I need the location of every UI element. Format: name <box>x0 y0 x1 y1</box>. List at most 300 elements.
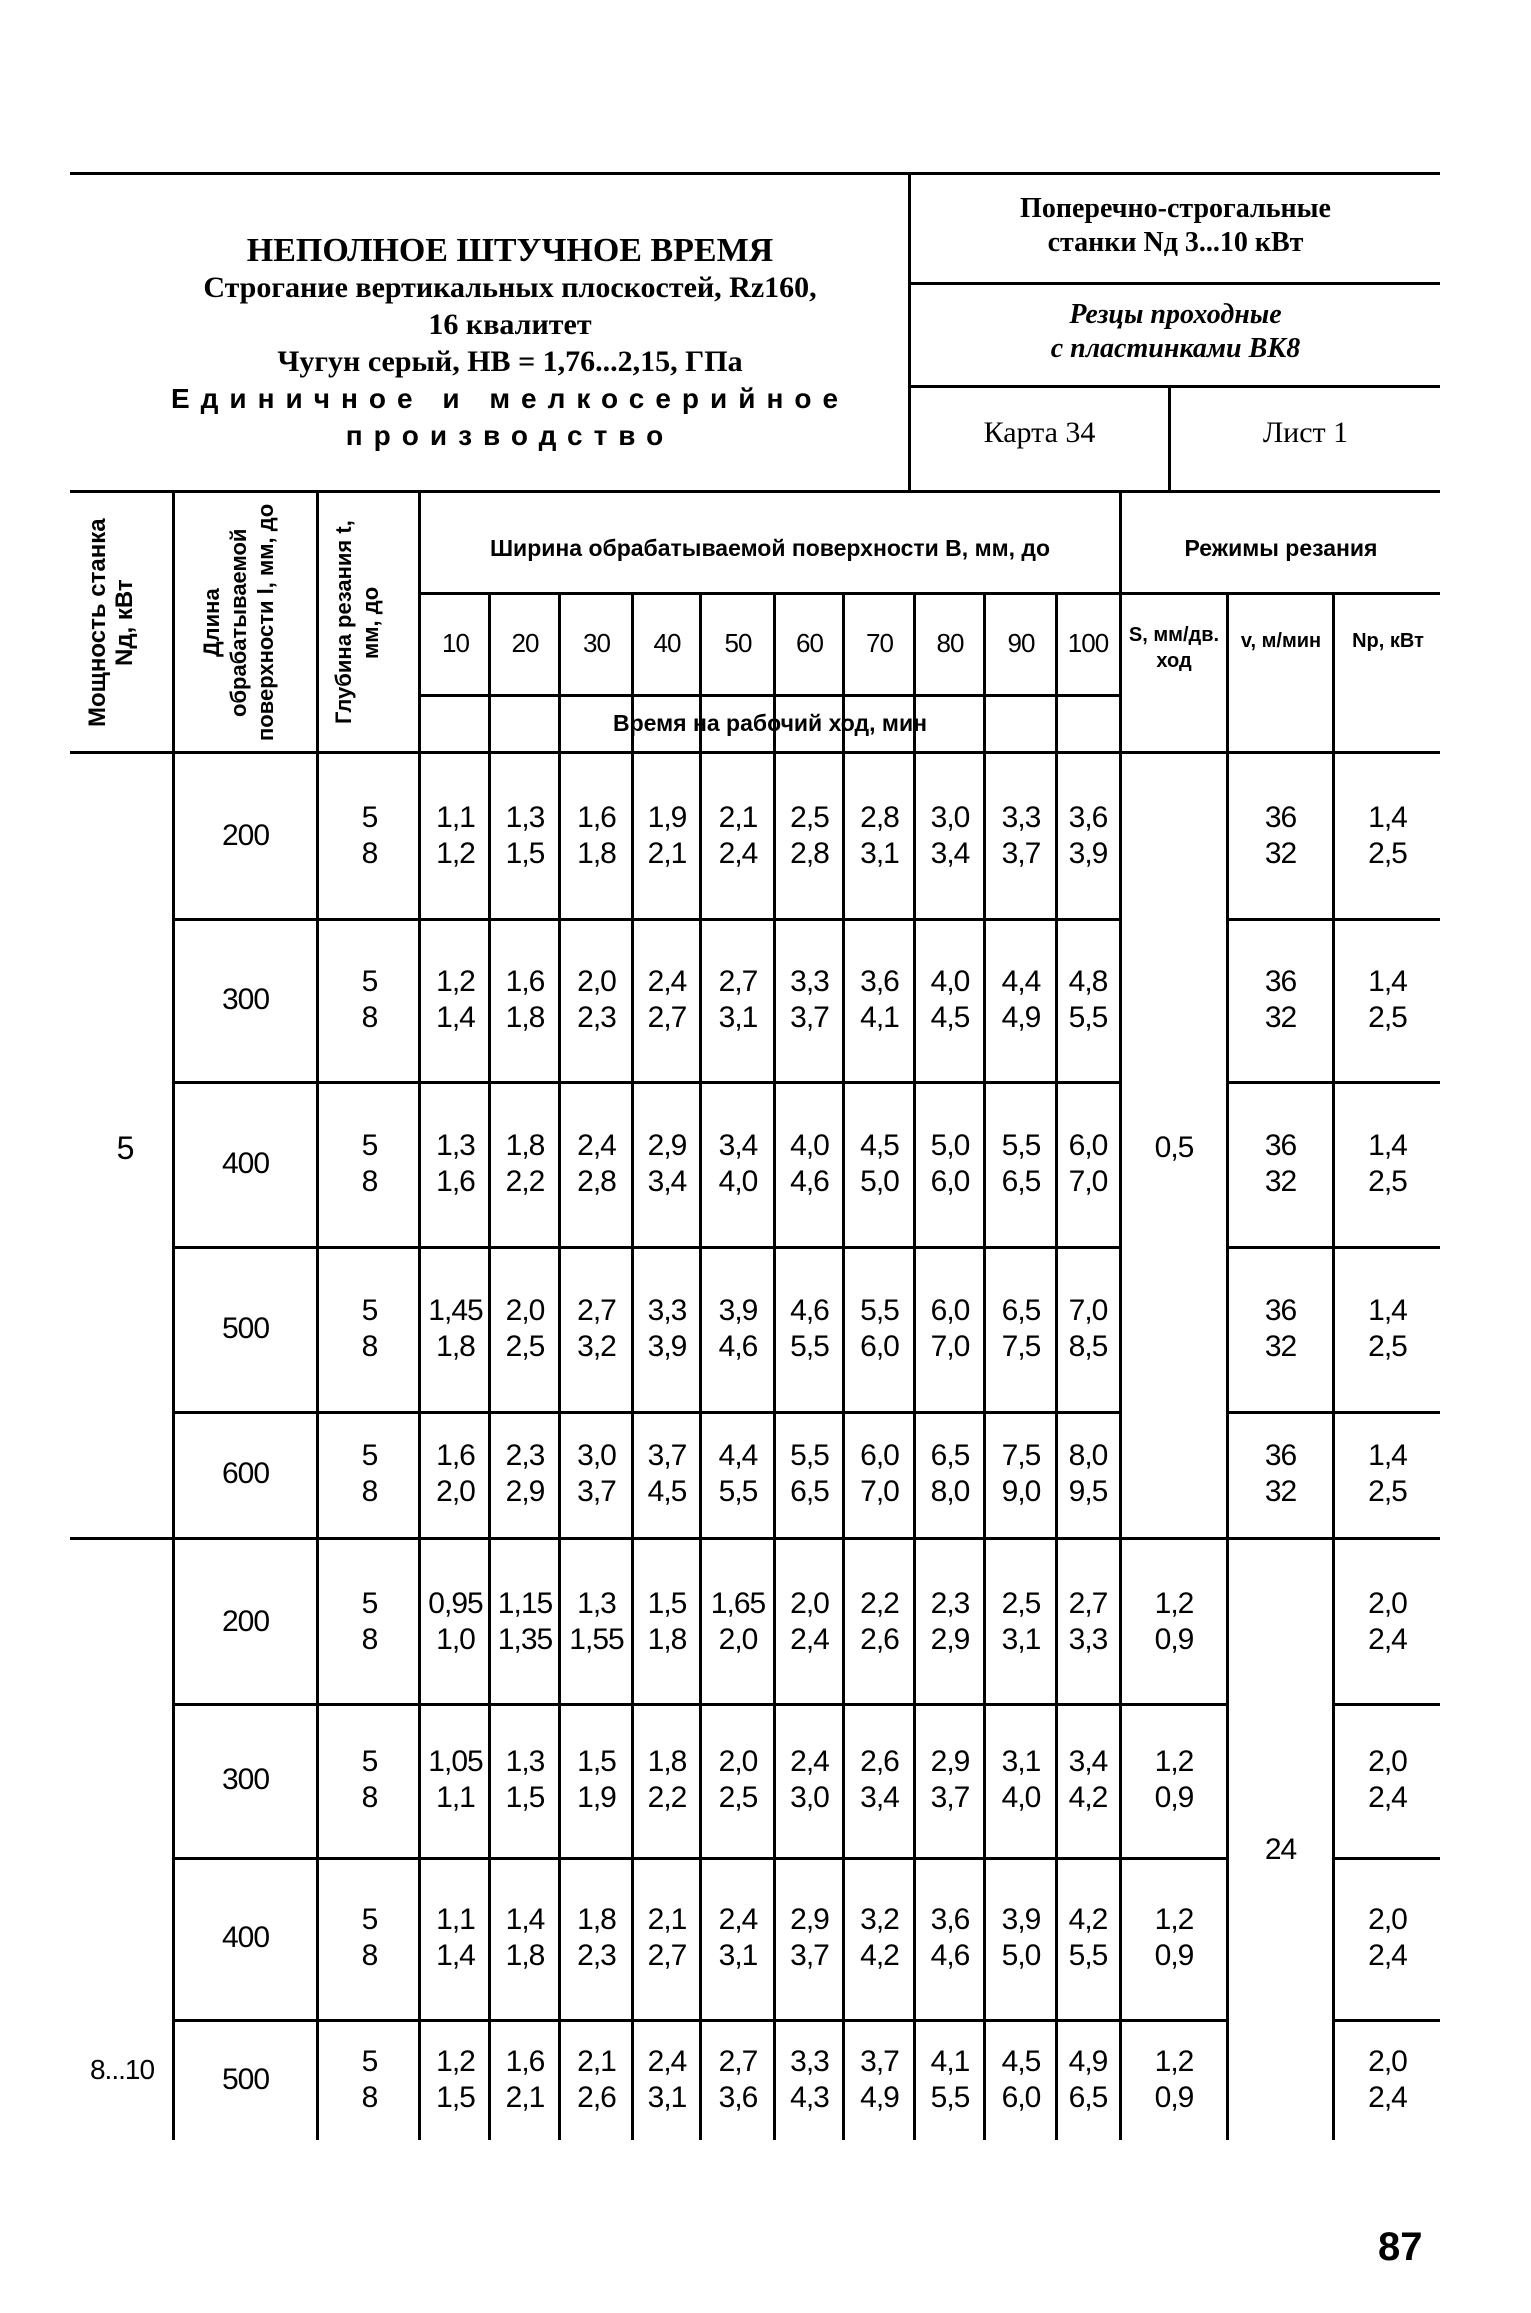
time-cell: 3,9 <box>1001 1903 1041 1936</box>
row-rule-modes <box>1229 1081 1440 1084</box>
time-cell: 3,1 <box>718 1000 758 1034</box>
time-cell: 4,5 <box>930 1000 970 1034</box>
time-cell: 7,0 <box>860 1475 899 1508</box>
time-cell: 2,7 <box>647 1000 687 1034</box>
length-cell: 400 <box>221 1921 270 1954</box>
time-cell: 2,8 <box>577 1164 616 1198</box>
time-cell: 1,05 <box>428 1745 483 1778</box>
time-cell: 2,5 <box>505 1329 545 1363</box>
time-cell: 3,3 <box>647 1293 687 1327</box>
time-cell: 2,2 <box>860 1586 899 1620</box>
power-cell: 2,0 <box>1368 1745 1407 1778</box>
time-cell: 1,8 <box>436 1329 475 1363</box>
depth-cell: 8 <box>361 1781 378 1814</box>
time-cell: 2,2 <box>505 1164 545 1198</box>
time-cell: 1,45 <box>428 1293 483 1327</box>
sheet-number: Лист 1 <box>1262 416 1349 449</box>
header-production: Единичное и мелкосерийное <box>170 383 850 414</box>
length-cell: 300 <box>221 982 270 1016</box>
row-rule-modes <box>1335 1857 1440 1860</box>
header-s <box>1122 622 1226 674</box>
time-cell: 3,3 <box>790 2044 829 2078</box>
time-cell: 1,35 <box>497 1622 553 1656</box>
time-cell: 6,5 <box>790 1475 829 1508</box>
time-cell: 3,3 <box>1068 1622 1108 1656</box>
col-rule-length <box>316 490 319 2140</box>
depth-cell: 5 <box>361 801 378 834</box>
width-label: 100 <box>1067 628 1109 658</box>
depth-cell: 5 <box>361 2044 378 2078</box>
tool-type <box>911 298 1440 366</box>
header-modes-group: Режимы резания <box>1184 535 1378 561</box>
time-cell: 2,4 <box>790 1745 829 1778</box>
time-cell: 1,8 <box>647 1745 687 1778</box>
row-rule-modes <box>1229 918 1440 921</box>
time-cell: 2,1 <box>505 2080 545 2114</box>
length-cell: 300 <box>221 1763 270 1796</box>
width-label: 80 <box>936 628 964 658</box>
header-v: v, м/мин <box>1240 630 1322 652</box>
time-cell: 3,1 <box>647 2080 687 2114</box>
time-cell: 1,2 <box>436 2044 475 2078</box>
time-cell: 2,7 <box>1068 1586 1108 1620</box>
time-cell: 1,65 <box>710 1586 766 1620</box>
time-cell: 5,5 <box>1068 1939 1108 1972</box>
time-cell: 3,1 <box>1001 1745 1041 1778</box>
row-rule-modes <box>1122 1703 1226 1706</box>
time-cell: 2,0 <box>718 1745 758 1778</box>
time-cell: 1,9 <box>647 801 687 834</box>
header-depth: Глубина резания t, мм, до <box>331 520 383 725</box>
time-cell: 4,5 <box>647 1475 687 1508</box>
speed-cell: 32 <box>1264 837 1297 870</box>
power-cell: 2,5 <box>1368 837 1407 870</box>
time-cell: 6,0 <box>930 1293 970 1327</box>
time-cell: 6,5 <box>930 1439 970 1472</box>
time-cell: 2,0 <box>577 964 616 998</box>
group-separator-rule <box>70 1537 1440 1540</box>
time-cell: 6,0 <box>860 1439 899 1472</box>
feed-cell: 1,2 <box>1154 1745 1194 1778</box>
time-cell: 3,9 <box>718 1293 758 1327</box>
feed-cell: 0,9 <box>1154 1781 1194 1814</box>
row-rule-modes <box>1335 1703 1440 1706</box>
depth-cell: 5 <box>361 1745 378 1778</box>
header-np: Nр, кВт <box>1352 630 1424 652</box>
time-cell: 5,5 <box>718 1475 758 1508</box>
length-cell: 500 <box>221 2062 270 2096</box>
power-cell: 1,4 <box>1368 964 1407 998</box>
time-cell: 1,1 <box>436 1781 475 1814</box>
speed-cell: 32 <box>1264 1000 1297 1034</box>
row-rule-modes <box>1122 1857 1226 1860</box>
time-cell: 2,6 <box>860 1622 899 1656</box>
time-cell: 1,3 <box>505 801 545 834</box>
time-cell: 2,7 <box>577 1293 616 1327</box>
header-rule-2 <box>908 385 1440 388</box>
time-cell: 1,6 <box>436 1164 475 1198</box>
time-cell: 2,1 <box>647 1903 687 1936</box>
time-cell: 4,6 <box>790 1293 829 1327</box>
time-group-rule <box>418 694 1119 697</box>
width-label: 40 <box>653 628 681 658</box>
speed-cell: 36 <box>1264 801 1297 834</box>
time-cell: 6,5 <box>1001 1164 1041 1198</box>
group-a-power: 5 <box>116 1130 134 1166</box>
time-cell: 7,0 <box>1068 1164 1108 1198</box>
power-cell: 2,4 <box>1368 1622 1407 1656</box>
time-cell: 1,3 <box>505 1745 545 1778</box>
time-cell: 4,3 <box>790 2080 829 2114</box>
row-rule <box>172 1246 1119 1249</box>
machine-type-line-2: станки Nд 3...10 кВт <box>1047 227 1304 258</box>
depth-cell: 8 <box>361 2080 378 2114</box>
machine-type-line-1: Поперечно-строгальные <box>1020 193 1331 224</box>
time-cell: 7,5 <box>1001 1439 1041 1472</box>
time-cell: 2,7 <box>718 2044 758 2078</box>
time-cell: 3,7 <box>860 2044 899 2078</box>
row-rule <box>172 1081 1119 1084</box>
time-cell: 4,0 <box>930 964 970 998</box>
time-cell: 3,3 <box>790 964 829 998</box>
row-rule-modes <box>1335 2019 1440 2022</box>
row-rule <box>172 1703 1119 1706</box>
time-cell: 4,1 <box>860 1000 899 1034</box>
time-cell: 6,0 <box>860 1329 899 1363</box>
time-cell: 2,9 <box>647 1128 687 1162</box>
header-title: НЕПОЛНОЕ ШТУЧНОЕ ВРЕМЯ <box>246 232 774 269</box>
time-cell: 2,0 <box>790 1586 829 1620</box>
time-cell: 5,5 <box>790 1439 829 1472</box>
time-cell: 2,4 <box>718 837 758 870</box>
table-top-rule <box>70 490 1440 493</box>
length-cell: 200 <box>221 1604 270 1638</box>
time-cell: 3,4 <box>1068 1745 1108 1778</box>
time-cell: 5,5 <box>1001 1128 1041 1162</box>
page-number: 87 <box>1378 2225 1423 2269</box>
time-cell: 4,2 <box>1068 1903 1108 1936</box>
time-cell: 5,5 <box>1068 1000 1108 1034</box>
time-cell: 5,0 <box>930 1128 970 1162</box>
time-cell: 5,0 <box>860 1164 899 1198</box>
time-cell: 3,2 <box>860 1903 899 1936</box>
time-cell: 6,5 <box>1001 1293 1041 1327</box>
power-cell: 2,4 <box>1368 1781 1407 1814</box>
tool-type-line-1: Резцы проходные <box>1069 299 1282 330</box>
time-cell: 4,0 <box>718 1164 758 1198</box>
power-cell: 2,0 <box>1368 1586 1407 1620</box>
power-cell: 2,5 <box>1368 1329 1407 1363</box>
length-cell: 400 <box>221 1146 270 1180</box>
header-width-group: Ширина обрабатываемой поверхности B, мм, до <box>489 535 1051 561</box>
time-cell: 3,6 <box>860 964 899 998</box>
time-cell: 3,6 <box>1068 801 1108 834</box>
time-cell: 1,6 <box>577 801 616 834</box>
time-cell: 3,7 <box>647 1439 687 1472</box>
feed-cell: 0,9 <box>1154 1939 1194 1972</box>
row-rule <box>172 1857 1119 1860</box>
time-cell: 1,4 <box>436 1939 475 1972</box>
width-label: 90 <box>1007 628 1035 658</box>
power-cell: 2,5 <box>1368 1475 1407 1508</box>
time-cell: 4,4 <box>1001 964 1041 998</box>
time-cell: 2,5 <box>790 801 829 834</box>
length-cell: 500 <box>221 1311 270 1345</box>
time-cell: 1,1 <box>436 801 475 834</box>
time-cell: 5,5 <box>790 1329 829 1363</box>
time-cell: 1,8 <box>505 1000 545 1034</box>
time-cell: 4,2 <box>1068 1781 1108 1814</box>
time-cell: 2,4 <box>577 1128 616 1162</box>
depth-cell: 5 <box>361 1903 378 1936</box>
time-cell: 3,7 <box>790 1939 829 1972</box>
speed-cell: 36 <box>1264 964 1297 998</box>
width-label: 20 <box>511 628 539 658</box>
time-cell: 3,3 <box>1001 801 1041 834</box>
time-cell: 4,9 <box>1001 1000 1041 1034</box>
time-cell: 3,7 <box>930 1781 970 1814</box>
time-cell: 3,4 <box>718 1128 758 1162</box>
speed-cell: 36 <box>1264 1293 1297 1327</box>
time-cell: 7,0 <box>1068 1293 1108 1327</box>
time-cell: 6,0 <box>930 1164 970 1198</box>
power-cell: 2,4 <box>1368 1939 1407 1972</box>
time-cell: 4,5 <box>1001 2044 1041 2078</box>
time-cell: 9,0 <box>1001 1475 1041 1508</box>
time-cell: 2,2 <box>647 1781 687 1814</box>
time-cell: 1,4 <box>436 1000 475 1034</box>
time-cell: 1,1 <box>436 1903 475 1936</box>
time-cell: 2,3 <box>930 1586 970 1620</box>
depth-cell: 8 <box>361 1475 378 1508</box>
time-cell: 2,4 <box>647 2044 687 2078</box>
time-cell: 2,7 <box>647 1939 687 1972</box>
time-cell: 5,0 <box>1001 1939 1041 1972</box>
header-material: Чугун серый, НВ = 1,76...2,15, ГПа <box>277 345 743 378</box>
row-rule-modes <box>1229 1411 1440 1414</box>
time-cell: 3,6 <box>718 2080 758 2114</box>
time-cell: 1,5 <box>505 837 545 870</box>
width-group-rule <box>418 592 1440 595</box>
time-cell: 1,8 <box>505 1128 545 1162</box>
time-cell: 2,0 <box>505 1293 545 1327</box>
time-cell: 2,3 <box>577 1000 616 1034</box>
time-cell: 1,3 <box>436 1128 475 1162</box>
power-cell: 2,4 <box>1368 2080 1407 2114</box>
time-cell: 6,0 <box>1001 2080 1041 2114</box>
time-cell: 4,9 <box>860 2080 899 2114</box>
time-cell: 5,5 <box>930 2080 970 2114</box>
time-cell: 1,3 <box>577 1586 616 1620</box>
power-cell: 2,0 <box>1368 2044 1407 2078</box>
time-cell: 7,0 <box>930 1329 970 1363</box>
row-rule <box>172 918 1119 921</box>
time-cell: 3,7 <box>790 1000 829 1034</box>
time-cell: 2,3 <box>505 1439 545 1472</box>
speed-cell: 32 <box>1264 1164 1297 1198</box>
time-cell: 4,6 <box>790 1164 829 1198</box>
time-cell: 2,3 <box>577 1939 616 1972</box>
time-cell: 2,9 <box>930 1745 970 1778</box>
time-cell: 4,1 <box>930 2044 970 2078</box>
time-cell: 3,0 <box>790 1781 829 1814</box>
width-label: 60 <box>796 628 823 658</box>
time-cell: 2,9 <box>930 1622 970 1656</box>
time-cell: 2,7 <box>718 964 758 998</box>
header-power: Мощность станка Nд, кВт <box>84 518 138 727</box>
time-cell: 3,4 <box>647 1164 687 1198</box>
time-cell: 3,4 <box>860 1781 899 1814</box>
depth-cell: 5 <box>361 1586 378 1620</box>
machine-type <box>911 192 1440 260</box>
time-cell: 1,9 <box>577 1781 616 1814</box>
depth-cell: 8 <box>361 837 378 870</box>
time-cell: 2,9 <box>505 1475 545 1508</box>
width-label: 70 <box>866 628 893 658</box>
row-rule-modes <box>1229 1246 1440 1249</box>
time-cell: 2,6 <box>860 1745 899 1778</box>
time-cell: 1,4 <box>505 1903 545 1936</box>
group-b-power: 8...10 <box>89 2054 155 2085</box>
time-cell: 4,5 <box>860 1128 899 1162</box>
time-cell: 6,0 <box>1068 1128 1108 1162</box>
time-cell: 5,5 <box>860 1293 899 1327</box>
time-cell: 3,7 <box>1001 837 1041 870</box>
depth-cell: 8 <box>361 1164 378 1198</box>
speed-cell: 32 <box>1264 1475 1297 1508</box>
time-cell: 3,9 <box>647 1329 687 1363</box>
time-cell: 1,2 <box>436 837 475 870</box>
time-cell: 2,4 <box>718 1903 758 1936</box>
depth-cell: 5 <box>361 964 378 998</box>
time-cell: 1,2 <box>436 964 475 998</box>
time-cell: 1,55 <box>569 1622 624 1656</box>
power-cell: 1,4 <box>1368 1293 1407 1327</box>
time-cell: 7,5 <box>1001 1329 1041 1363</box>
time-cell: 4,8 <box>1068 964 1108 998</box>
time-cell: 2,4 <box>647 964 687 998</box>
time-cell: 1,15 <box>497 1586 553 1620</box>
group-b-speed: 24 <box>1264 1833 1297 1866</box>
time-cell: 6,5 <box>1068 2080 1108 2114</box>
time-cell: 4,6 <box>930 1939 970 1972</box>
header-length: Длина обрабатываемой поверхности l, мм, до <box>199 503 278 742</box>
power-cell: 1,4 <box>1368 1128 1407 1162</box>
time-cell: 1,5 <box>505 1781 545 1814</box>
power-cell: 1,4 <box>1368 801 1407 834</box>
time-cell: 2,5 <box>1001 1586 1041 1620</box>
power-cell: 2,5 <box>1368 1164 1407 1198</box>
width-label: 10 <box>442 628 469 658</box>
depth-cell: 5 <box>361 1439 378 1472</box>
speed-cell: 36 <box>1264 1128 1297 1162</box>
power-cell: 1,4 <box>1368 1439 1407 1472</box>
speed-cell: 36 <box>1264 1439 1297 1472</box>
time-cell: 2,0 <box>436 1475 475 1508</box>
depth-cell: 8 <box>361 1939 378 1972</box>
time-cell: 3,6 <box>930 1903 970 1936</box>
col-rule-modes <box>1119 490 1122 2140</box>
time-cell: 4,4 <box>718 1439 758 1472</box>
time-cell: 3,1 <box>718 1939 758 1972</box>
time-cell: 2,8 <box>790 837 829 870</box>
time-cell: 3,1 <box>860 837 899 870</box>
width-label: 50 <box>724 628 752 658</box>
time-cell: 1,6 <box>505 964 545 998</box>
time-cell: 3,2 <box>577 1329 616 1363</box>
time-cell: 1,6 <box>505 2044 545 2078</box>
row-rule <box>172 1411 1119 1414</box>
row-rule-modes <box>1122 2019 1226 2022</box>
time-cell: 4,9 <box>1068 2044 1108 2078</box>
time-cell: 2,5 <box>718 1781 758 1814</box>
time-cell: 1,0 <box>436 1622 475 1656</box>
time-cell: 2,1 <box>718 801 758 834</box>
time-cell: 4,0 <box>1001 1781 1041 1814</box>
time-cell: 3,9 <box>1068 837 1108 870</box>
header-subtitle: Строгание вертикальных плоскостей, Rz160, <box>203 271 817 304</box>
depth-cell: 8 <box>361 1329 378 1363</box>
time-cell: 2,6 <box>577 2080 616 2114</box>
feed-cell: 0,9 <box>1154 1622 1194 1656</box>
time-cell: 4,2 <box>860 1939 899 1972</box>
time-cell: 3,0 <box>577 1439 616 1472</box>
header-time-group: Время на рабочий ход, мин <box>613 710 927 736</box>
time-cell: 4,0 <box>790 1128 829 1162</box>
width-label: 30 <box>583 628 610 658</box>
header-s-text: S, мм/дв. ход <box>1128 624 1220 672</box>
time-cell: 0,95 <box>428 1586 483 1620</box>
time-cell: 8,0 <box>1068 1439 1108 1472</box>
time-cell: 2,0 <box>718 1622 758 1656</box>
speed-cell: 32 <box>1264 1329 1297 1363</box>
depth-cell: 5 <box>361 1293 378 1327</box>
time-cell: 3,4 <box>930 837 970 870</box>
time-cell: 1,8 <box>505 1939 545 1972</box>
time-cell: 9,5 <box>1068 1475 1108 1508</box>
feed-cell: 0,9 <box>1154 2080 1194 2114</box>
time-cell: 1,8 <box>577 1903 616 1936</box>
depth-cell: 8 <box>361 1000 378 1034</box>
time-cell: 1,8 <box>577 837 616 870</box>
time-cell: 1,6 <box>436 1439 475 1472</box>
time-cell: 1,5 <box>436 2080 475 2114</box>
card-number: Карта 34 <box>983 416 1096 449</box>
time-cell: 3,1 <box>1001 1622 1041 1656</box>
time-cell: 2,4 <box>790 1622 829 1656</box>
top-rule <box>70 172 1440 175</box>
power-cell: 2,5 <box>1368 1000 1407 1034</box>
header-production-2: производство <box>345 420 675 451</box>
table-head-bottom-rule <box>70 751 1440 754</box>
time-cell: 1,5 <box>577 1745 616 1778</box>
feed-cell: 1,2 <box>1154 1586 1194 1620</box>
length-cell: 200 <box>221 819 270 852</box>
time-cell: 2,9 <box>790 1903 829 1936</box>
time-cell: 3,7 <box>577 1475 616 1508</box>
group-a-feed: 0,5 <box>1154 1131 1194 1164</box>
time-cell: 1,8 <box>647 1622 687 1656</box>
header-title-block <box>120 232 900 454</box>
time-cell: 1,5 <box>647 1586 687 1620</box>
header-rule-1 <box>908 282 1440 285</box>
feed-cell: 1,2 <box>1154 2044 1194 2078</box>
time-cell: 2,1 <box>647 837 687 870</box>
row-rule <box>172 2019 1119 2022</box>
tool-type-line-2: с пластинками ВК8 <box>1050 333 1301 364</box>
time-cell: 2,1 <box>577 2044 616 2078</box>
depth-cell: 5 <box>361 1128 378 1162</box>
